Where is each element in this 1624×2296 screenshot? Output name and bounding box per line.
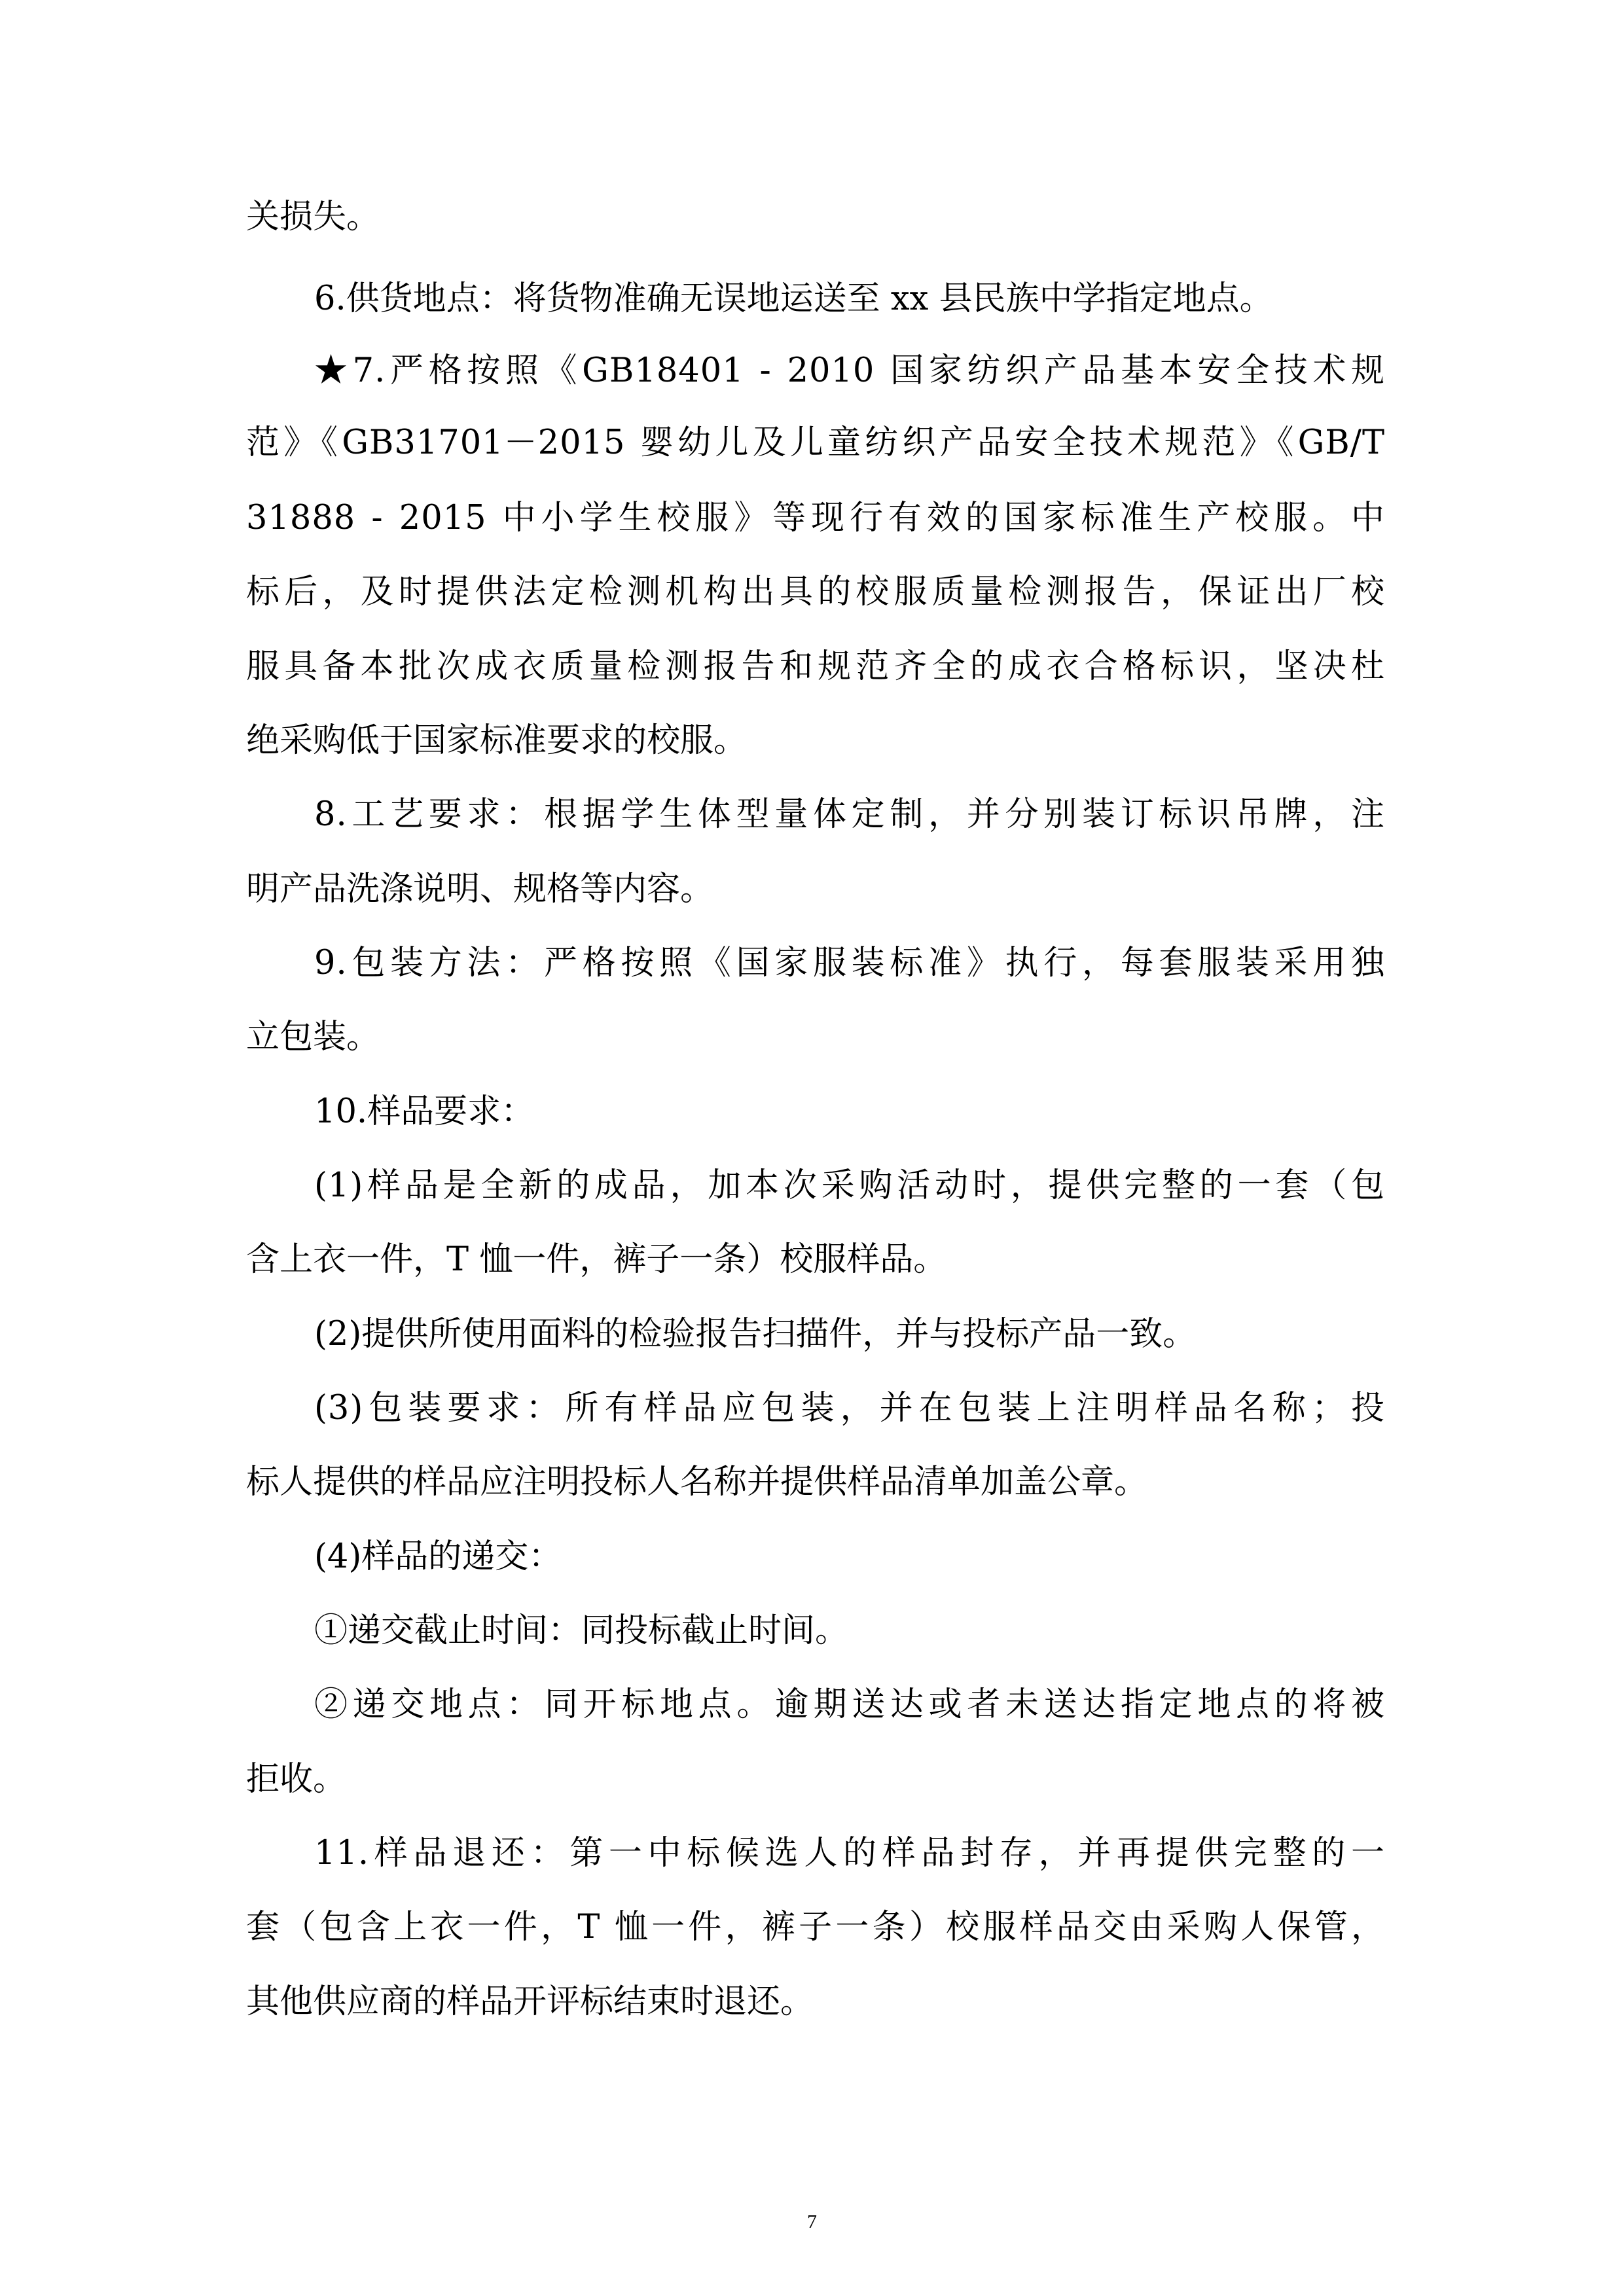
text-line: (4)样品的递交： (314, 1537, 562, 1576)
text-line: 8.工艺要求：根据学生体型量体定制，并分别装订标识吊牌，注 (314, 795, 1385, 834)
text-line: (1)样品是全新的成品，加本次采购活动时，提供完整的一套（包 (314, 1166, 1385, 1205)
text-line: 明产品洗涤说明、规格等内容。 (246, 870, 714, 908)
text-line: 立包装。 (246, 1018, 380, 1056)
text-line: 11.样品退还：第一中标候选人的样品封存，并再提供完整的一 (314, 1834, 1385, 1873)
page-number: 7 (807, 2211, 817, 2233)
text-line: ★7.严格按照《GB18401 - 2010 国家纺织产品基本安全技术规 (314, 351, 1385, 390)
text-line: ①递交截止时间：同投标截止时间。 (314, 1611, 849, 1650)
text-line: 标后，及时提供法定检测机构出具的校服质量检测报告，保证出厂校 (246, 573, 1385, 611)
text-line: 6.供货地点：将货物准确无误地运送至 xx 县民族中学指定地点。 (314, 279, 1273, 318)
text-line: 含上衣一件，T 恤一件，裤子一条）校服样品。 (246, 1240, 947, 1279)
text-line: 31888 - 2015 中小学生校服》等现行有效的国家标准生产校服。中 (246, 499, 1385, 537)
text-line: 标人提供的样品应注明投标人名称并提供样品清单加盖公章。 (246, 1463, 1148, 1501)
text-line: (3)包装要求：所有样品应包装，并在包装上注明样品名称；投 (314, 1389, 1385, 1427)
text-line: 关损失。 (246, 198, 380, 236)
text-line: 拒收。 (246, 1760, 347, 1799)
text-line: 9.包装方法：严格按照《国家服装标准》执行，每套服装采用独 (314, 944, 1385, 982)
text-line: 套（包含上衣一件，T 恤一件，裤子一条）校服样品交由采购人保管， (246, 1908, 1385, 1946)
text-line: 服具备本批次成衣质量检测报告和规范齐全的成衣合格标识，坚决杜 (246, 647, 1385, 686)
text-line: 10.样品要求： (314, 1092, 535, 1131)
text-line: 其他供应商的样品开评标结束时退还。 (246, 1982, 814, 2021)
text-line: ②递交地点：同开标地点。逾期送达或者未送达指定地点的将被 (314, 1685, 1385, 1724)
text-line: 绝采购低于国家标准要求的校服。 (246, 721, 748, 760)
text-line: (2)提供所使用面料的检验报告扫描件，并与投标产品一致。 (314, 1315, 1197, 1354)
text-line: 范》《GB31701－2015 婴幼儿及儿童纺织产品安全技术规范》《GB/T (246, 423, 1385, 462)
